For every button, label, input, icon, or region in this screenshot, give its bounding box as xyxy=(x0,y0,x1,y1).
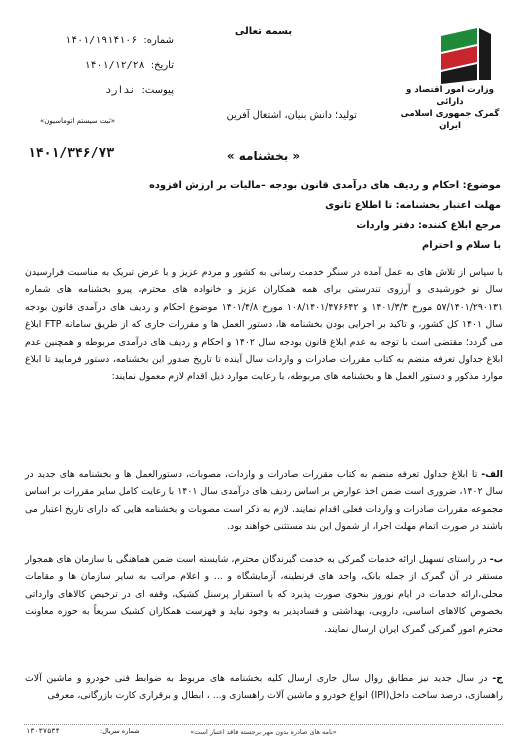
paragraph-be xyxy=(25,551,503,638)
greeting: با سلام و احترام xyxy=(422,240,501,251)
paragraph-alef-lead: الف- xyxy=(481,469,503,480)
paragraph-be-lead: ب- xyxy=(489,554,503,565)
meta-number-row xyxy=(24,28,174,53)
ministry-line-1: وزارت امور اقتصاد و دارائی xyxy=(406,85,494,107)
letter-meta xyxy=(24,28,174,103)
footer-note: «نامه های صادره بدون مهر برجسته فاقد اعتبار است» xyxy=(190,728,337,736)
paragraph-jim xyxy=(25,670,503,705)
slogan: تولید؛ دانش بنیان، اشتغال آفرین xyxy=(226,110,357,121)
number-value: ۱۴۰۱/۱۹۱۴۱۰۶ xyxy=(65,35,138,46)
number-label: شماره: xyxy=(143,35,174,46)
attachment-label: پیوست: xyxy=(141,85,174,96)
paragraph-be-text: در راستای تسهیل ارائه خدمات گمرکی به خدمت گیرندگان محترم، شایسته است ضمن هماهنگی با سازمان های همجوار مستقر در آن گمرک از جمله بانک، واحد های قرنطینه، آزمایشگاه و ... و اعلام مراتب به سایر سازمان ها و مقامات محلی،ارائه خدمات در ایام نوروز بنحوی صورت پذیرد که با استقرار پرسنل کشیک، وقفه ای در ترخیص کالاهای وارداتی بخصوص کالاهای اساسی، دارویی، بهداشتی و فسادپذیر به وجود نیاید و فهرست همکاران کشیک سریعاً به حوزه معاونت محترم امور گمرکی گمرک ایران ارسال نمایند. xyxy=(25,554,503,635)
paragraph-jim-lead: ج- xyxy=(492,673,503,684)
meta-date-row xyxy=(24,53,174,78)
circular-title: « بخشنامه » xyxy=(226,149,301,163)
subject-deadline: مهلت اعتبار بخشنامه: تا اطلاع ثانوی xyxy=(325,200,501,211)
date-value: ۱۴۰۱/۱۲/۲۸ xyxy=(84,60,145,71)
paragraph-jim-text: در سال جدید نیز مطابق روال سال جاری ارسال کلیه بخشنامه های مربوط به ضوابط فنی خودرو و ماشین آلات راهسازی، درصد ساخت داخل(IPI) انواع خودرو و ماشین آلات راهسازی و... ، ابطال و برقراری کارت بازرگانی، معرفی xyxy=(25,673,503,702)
ministry-name xyxy=(395,84,505,132)
intro-paragraph: با سپاس از تلاش های به عمل آمده در سنگر خدمت رسانی به کشور و مردم عزیز و با عرض تبریک به مناسبت فرارسیدن سال نو خورشیدی و آرزوی تندرستی برای همه همکاران عزیز و خانواده های محترم، پیرو بخشنامه های شماره ۵۷/۱۴۰۱/۲۹۰۱۳۱ مورخ ۱۴۰۱/۳/۳ و ۱۰۸/۱۴۰۱/۴۷۶۶۴۲ مورخ ۱۴۰۱/۴/۸ موضوع احکام و ردیف های درآمدی قانون بودجه سال ۱۴۰۱ کل کشور، و تاکید بر اجرایی بودن بخشنامه ها، دستور العمل ها و مقررات جاری که از طریق سامانه FTP ابلاغ می گردد؛ مقتضی است با توجه به عدم ابلاغ قانون بودجه سال ۱۴۰۲ و احکام و ردیف های درآمدی مربوطه و همچنین عدم ابلاغ جداول تعرفه منضم به کتاب مقررات صادرات و واردات سال آینده تا تاریخ صدور این بخشنامه، دستور فرمایید تا ابلاغ موارد مذکور و دستور العمل ها و بخشنامه های مربوطه، با رعایت موارد ذیل اقدام لازم معمول نمایند: xyxy=(25,267,504,383)
paragraph-alef xyxy=(25,466,503,536)
ministry-line-2: گمرک جمهوری اسلامی ایران xyxy=(400,109,500,131)
subject-authority: مرجع ابلاغ کننده: دفتر واردات xyxy=(356,220,501,231)
subject-topic: موضوع: احکام و ردیف های درآمدی قانون بودجه –مالیات بر ارزش افزوده xyxy=(149,180,501,191)
serial-value: ۱۳۰۳۷۵۳۴ xyxy=(26,727,60,735)
footer-divider xyxy=(24,724,503,725)
serial-label: شماره سریال: xyxy=(100,727,140,735)
attachment-value: ندارد xyxy=(105,85,136,96)
meta-attachment-row xyxy=(24,78,174,103)
circular-number: ۱۴۰۱/۳۴۶/۷۳ xyxy=(28,146,115,161)
basmala: بسمه تعالی xyxy=(234,26,293,37)
paragraph-alef-text: تا ابلاغ جداول تعرفه منضم به کتاب مقررات صادرات و واردات، مصوبات، دستورالعمل ها و بخشنامه های جدید در سال ۱۴۰۲، ضروری است ضمن اخذ عوارض بر اساس ردیف های درآمدی سال ۱۴۰۱ با رعایت کامل سایر مقررات بر اساس مجموعه مقررات صادرات و واردات فعلی اقدام نمایند. لازم به ذکر است مصوبات و بخشنامه هایی که دارای تاریخ اعتبار می باشند در صورت اتمام مهلت اجرا، از شمول این بند مستثنی خواهند بود. xyxy=(25,469,504,533)
date-label: تاریخ: xyxy=(150,60,174,71)
system-note: «ثبت سیستم اتوماسیون» xyxy=(40,117,116,125)
